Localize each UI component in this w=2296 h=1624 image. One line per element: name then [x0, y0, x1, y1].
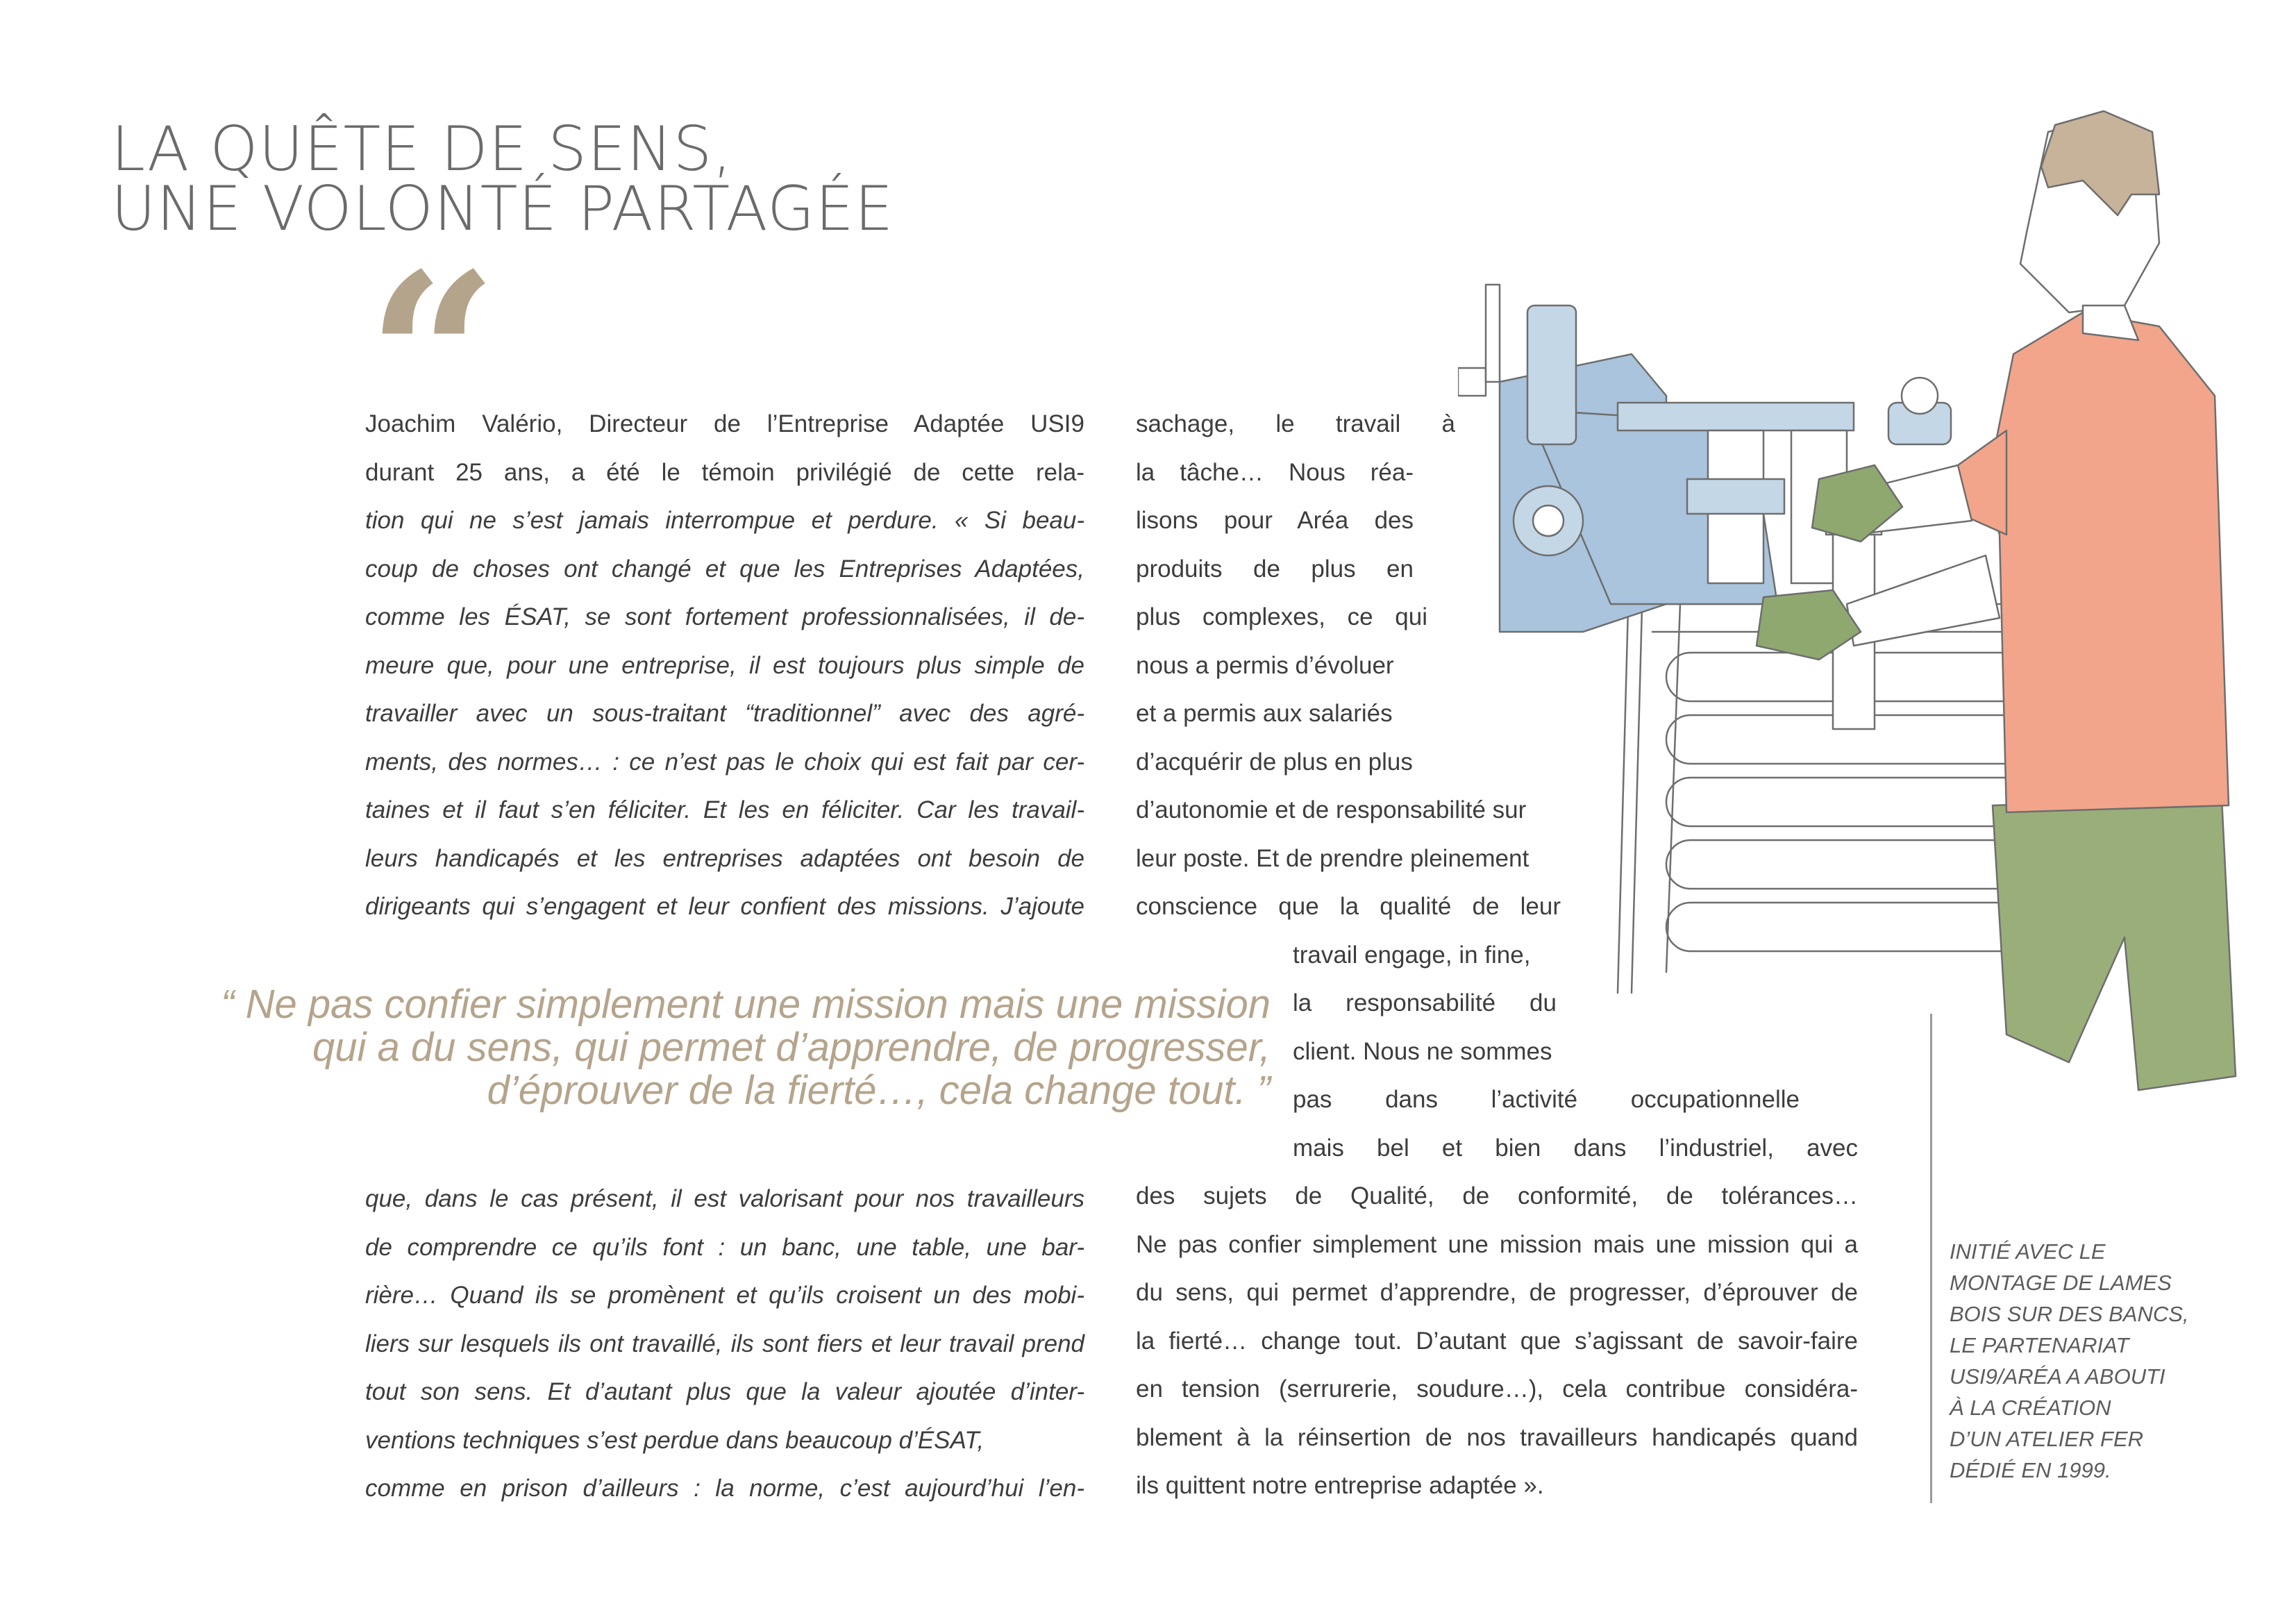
text-line: ils quittent notre entreprise adaptée ». — [1136, 1472, 1544, 1499]
text-line: ments, des normes… : ce n’est pas le choix qui est fait par cer- — [365, 748, 1084, 776]
worker-illustration — [1458, 104, 2256, 1132]
text-line: travail engage, in fine, — [1293, 941, 1531, 969]
text-line: travailler avec un sous-traitant “traditionnel” avec des agré- — [365, 700, 1084, 727]
text-line: client. Nous ne sommes — [1293, 1037, 1552, 1065]
text-line: comme les ÉSAT, se sont fortement professionnalisées, il de- — [365, 603, 1084, 630]
text-line — [1136, 642, 1434, 690]
text-line — [1136, 545, 1414, 594]
text-line-text: mais bel et bien dans l’industriel, avec — [1293, 1134, 1858, 1162]
text-line: rière… Quand ils se promènent et qu’ils croisent un des mobi- — [365, 1282, 1084, 1309]
caption-line: DÉDIÉ EN 1999. — [1950, 1458, 2111, 1482]
text-line — [1136, 689, 1441, 738]
text-line-text: en tension (serrurerie, soudure…), cela contribue considéra- — [1136, 1375, 1858, 1403]
text-line — [1136, 1172, 1858, 1221]
pull-quote — [187, 983, 1271, 1112]
text-line-text: la fierté… change tout. D’autant que s’agissant de savoir-faire — [1136, 1327, 1858, 1355]
text-line — [1136, 1221, 1858, 1269]
text-line: meure que, pour une entreprise, il est toujours plus simple de — [365, 651, 1084, 679]
text-line: Joachim Valério, Directeur de l’Entreprise Adaptée USI9 — [365, 410, 1084, 437]
text-line: d’autonomie et de responsabilité sur — [1136, 796, 1527, 823]
text-line-text: la tâche… Nous réa- — [1136, 458, 1414, 486]
text-line-text: Ne pas confier simplement une mission mais une mission qui a — [1136, 1230, 1858, 1258]
text-line: liers sur lesquels ils ont travaillé, ils sont fiers et leur travail prend — [365, 1330, 1084, 1357]
text-line: coup de choses ont changé et que les Entreprises Adaptées, — [365, 555, 1084, 583]
text-line: durant 25 ans, a été le témoin privilégié de cette rela- — [365, 458, 1084, 486]
text-line-text: pas dans l’activité occupationnelle — [1293, 1086, 1800, 1113]
caption-divider — [1930, 1014, 1932, 1503]
worker-figure — [1757, 111, 2236, 1090]
text-line: tout son sens. Et d’autant plus que la valeur ajoutée d’inter- — [365, 1378, 1084, 1405]
text-line-text: blement à la réinsertion de nos travailleurs handicapés quand — [1136, 1423, 1858, 1451]
caption-line: D’UN ATELIER FER — [1950, 1427, 2144, 1451]
pull-quote-line: “ Ne pas confier simplement une mission mais une mission — [221, 982, 1271, 1027]
title-line-2: UNE VOLONTÉ PARTAGÉE — [111, 173, 894, 244]
caption-line: À LA CRÉATION — [1950, 1396, 2111, 1420]
text-line — [1136, 593, 1427, 642]
text-line — [1136, 400, 1455, 449]
body-column-b — [365, 1175, 1084, 1513]
text-line-text: plus complexes, ce qui — [1136, 603, 1427, 630]
pull-quote-line: d’éprouver de la fierté…, cela change tout. ” — [487, 1068, 1271, 1113]
text-line — [1136, 1365, 1858, 1414]
pull-quote-line: qui a du sens, qui permet d’apprendre, de progresser, — [312, 1025, 1271, 1070]
page-title — [111, 113, 894, 244]
text-line — [1136, 738, 1441, 787]
text-line: ventions techniques s’est perdue dans beaucoup d’ÉSAT, — [365, 1426, 984, 1454]
text-line-text: nous a permis d’évoluer — [1136, 651, 1394, 679]
caption-line: INITIÉ AVEC LE — [1950, 1239, 2106, 1264]
text-line: de comprendre ce qu’ils font : un banc, une table, une bar- — [365, 1233, 1084, 1261]
text-line-text: des sujets de Qualité, de conformité, de tolérances… — [1136, 1182, 1858, 1209]
text-line-text: produits de plus en — [1136, 555, 1414, 583]
text-line: tion qui ne s’est jamais interrompue et perdure. « Si beau- — [365, 507, 1084, 534]
text-line: dirigeants qui s’engagent et leur confient des missions. J’ajoute — [365, 893, 1084, 920]
text-line-text: du sens, qui permet d’apprendre, de progresser, d’éprouver de — [1136, 1279, 1858, 1306]
text-line-text: conscience que la qualité de leur — [1136, 893, 1561, 920]
text-line — [1136, 449, 1414, 497]
image-caption — [1950, 1236, 2227, 1486]
text-line-text: lisons pour Aréa des — [1136, 507, 1414, 534]
text-line: que, dans le cas présent, il est valorisant pour nos travailleurs — [365, 1185, 1084, 1212]
body-column-a — [365, 400, 1084, 931]
text-line-text: sachage, le travail à — [1136, 410, 1455, 437]
caption-line: LE PARTENARIAT — [1950, 1333, 2129, 1357]
text-line: taines et il faut s’en féliciter. Et les en féliciter. Car les travail- — [365, 796, 1084, 823]
text-line — [1136, 496, 1414, 545]
text-line: leur poste. Et de prendre pleinement — [1136, 844, 1530, 872]
caption-line: BOIS SUR DES BANCS, — [1950, 1302, 2189, 1326]
text-line — [1136, 1317, 1858, 1366]
text-line: leurs handicapés et les entreprises adaptées ont besoin de — [365, 844, 1084, 872]
text-line-text: et a permis aux salariés — [1136, 700, 1393, 727]
caption-line: MONTAGE DE LAMES — [1950, 1271, 2172, 1295]
opening-quote-mark: “ — [367, 223, 498, 492]
text-line-text: d’acquérir de plus en plus — [1136, 748, 1413, 776]
caption-line: USI9/ARÉA A ABOUTI — [1950, 1364, 2165, 1389]
title-line-1: LA QUÊTE DE SENS, — [111, 113, 733, 185]
text-line — [1136, 1269, 1858, 1317]
text-line-text: la responsabilité du — [1293, 989, 1557, 1016]
text-line — [1136, 1414, 1858, 1462]
text-line: comme en prison d’ailleurs : la norme, c’est aujourd’hui l’en- — [365, 1475, 1084, 1502]
